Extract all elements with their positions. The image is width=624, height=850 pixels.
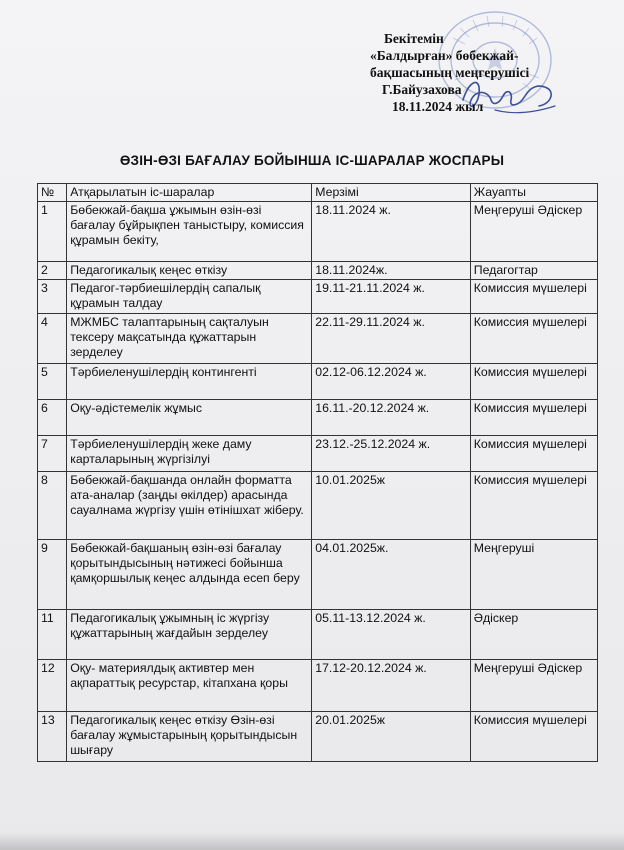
document-title: ӨЗІН-ӨЗІ БАҒАЛАУ БОЙЫНША ІС-ШАРАЛАР ЖОСПАРЫ: [119, 153, 505, 168]
page-edge-shadow: [0, 832, 624, 850]
table-row: [38, 364, 598, 400]
row-responsible: Меңгеруші Әдіскер: [470, 660, 597, 712]
table-header-row: [38, 184, 598, 202]
row-responsible: Педагогтар: [470, 262, 597, 280]
approval-block: [370, 30, 610, 115]
row-number: 3: [38, 280, 67, 314]
row-number: 8: [38, 472, 67, 540]
table-row: [38, 202, 598, 262]
row-responsible: Меңгеруші Әдіскер: [470, 202, 597, 262]
row-responsible: Комиссия мүшелері: [470, 280, 597, 314]
row-activity: МЖМБС талаптарының сақталуын тексеру мақсатында құжаттарын зерделеу: [67, 314, 312, 364]
row-activity: Бөбекжай-бақшанда онлайн форматта ата-аналар (заңды өкілдер) арасында сауалнама жүргізу үшін өтінішхат жіберу.: [67, 472, 312, 540]
header-responsible: Жауапты: [470, 184, 597, 202]
approval-line-date: 18.11.2024 жыл: [392, 99, 484, 114]
row-term: 05.11-13.12.2024 ж.: [312, 610, 471, 660]
row-responsible: Комиссия мүшелері: [470, 400, 597, 436]
table-row: [38, 280, 598, 314]
table-row: [38, 400, 598, 436]
header-activity: Атқарылатын іс-шаралар: [67, 184, 312, 202]
row-responsible: Комиссия мүшелері: [470, 472, 597, 540]
row-number: 5: [38, 364, 67, 400]
row-term: 20.01.2025ж: [312, 712, 471, 762]
row-term: 18.11.2024ж.: [312, 262, 471, 280]
row-term: 02.12-06.12.2024 ж.: [312, 364, 471, 400]
row-number: 11: [38, 610, 67, 660]
row-number: 4: [38, 314, 67, 364]
row-activity: Оқу- материялдық активтер мен ақпараттық ресурстар, кітапхана қоры: [67, 660, 312, 712]
row-responsible: Комиссия мүшелері: [470, 712, 597, 762]
approval-line-approve: Бекітемін: [384, 31, 444, 46]
row-term: 16.11.-20.12.2024 ж.: [312, 400, 471, 436]
row-number: 1: [38, 202, 67, 262]
row-activity: Бөбекжай-бақша ұжымын өзін-өзі бағалау бұйрықпен таныстыру, комиссия құрамын бекіту,: [67, 202, 312, 262]
row-term: 19.11-21.11.2024 ж.: [312, 280, 471, 314]
row-activity: Бөбекжай-бақшаның өзін-өзі бағалау қорытындысының нәтижесі бойынша қамқоршылық кеңес алдында есеп беру: [67, 540, 312, 610]
approval-line-name: Г.Байузахова: [382, 82, 462, 97]
approval-line-position: бақшасының меңгерушісі: [370, 65, 530, 80]
row-activity: Педагогикалық ұжымның іс жүргізу құжаттарының жағдайын зерделеу: [67, 610, 312, 660]
row-term: 18.11.2024 ж.: [312, 202, 471, 262]
table-row: [38, 262, 598, 280]
row-activity: Тәрбиеленушілердің контингенті: [67, 364, 312, 400]
row-number: 12: [38, 660, 67, 712]
table-row: [38, 314, 598, 364]
table-row: [38, 436, 598, 472]
approval-line-org: «Балдырған» бөбекжай-: [370, 48, 519, 63]
row-term: 23.12.-25.12.2024 ж.: [312, 436, 471, 472]
row-activity: Педагогикалық кеңес өткізу Өзін-өзі бағалау жұмыстарының қорытындысын шығару: [67, 712, 312, 762]
table-row: [38, 660, 598, 712]
row-number: 6: [38, 400, 67, 436]
row-term: 10.01.2025ж: [312, 472, 471, 540]
row-term: 17.12-20.12.2024 ж.: [312, 660, 471, 712]
row-term: 04.01.2025ж.: [312, 540, 471, 610]
row-number: 7: [38, 436, 67, 472]
header-term: Мерзімі: [312, 184, 471, 202]
header-number: №: [38, 184, 67, 202]
row-responsible: Комиссия мүшелері: [470, 364, 597, 400]
row-number: 2: [38, 262, 67, 280]
row-number: 9: [38, 540, 67, 610]
row-responsible: Комиссия мүшелері: [470, 436, 597, 472]
table-row: [38, 540, 598, 610]
row-activity: Педагогикалық кеңес өткізу: [67, 262, 312, 280]
row-activity: Педагог-тәрбиешілердің сапалық құрамын талдау: [67, 280, 312, 314]
row-responsible: Әдіскер: [470, 610, 597, 660]
activities-table: [37, 183, 598, 762]
table-row: [38, 472, 598, 540]
table-row: [38, 712, 598, 762]
table-row: [38, 610, 598, 660]
row-number: 13: [38, 712, 67, 762]
row-responsible: Меңгеруші: [470, 540, 597, 610]
row-activity: Оқу-әдістемелік жұмыс: [67, 400, 312, 436]
row-activity: Тәрбиеленушілердің жеке даму карталарының жүргізілуі: [67, 436, 312, 472]
row-responsible: Комиссия мүшелері: [470, 314, 597, 364]
row-term: 22.11-29.11.2024 ж.: [312, 314, 471, 364]
